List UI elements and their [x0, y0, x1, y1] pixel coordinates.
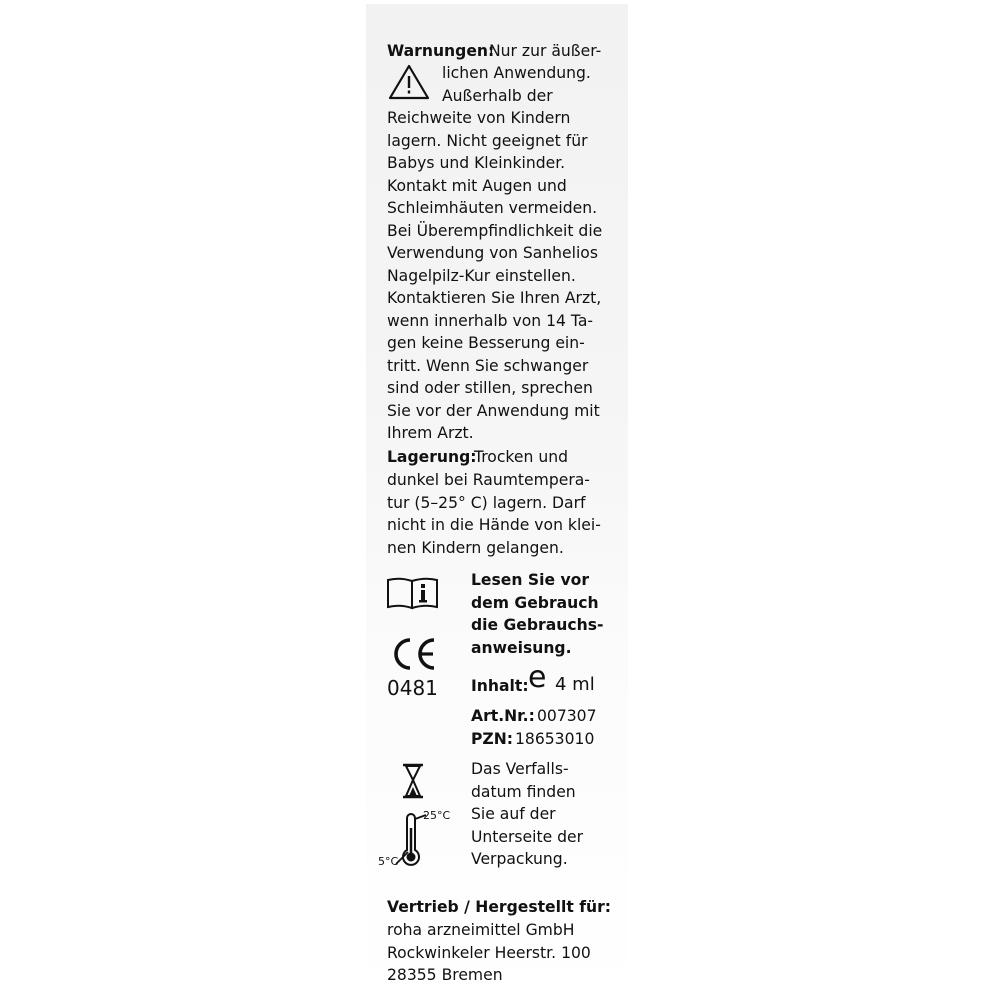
storage-label: Lagerung: — [387, 448, 477, 466]
article-label: Art.Nr.: — [471, 707, 535, 725]
warnings-text-line: sind oder stillen, sprechen — [387, 379, 593, 397]
warnings-text-line: Kontakt mit Augen und — [387, 176, 567, 195]
instructions-text-block — [471, 569, 603, 659]
storage-text-line: nen Kindern gelangen. — [387, 538, 564, 557]
storage-text-block — [387, 469, 601, 559]
ce-mark-icon — [388, 636, 440, 672]
pzn-value: 18653010 — [515, 730, 595, 748]
warnings-text-line: Kontaktieren Sie Ihren Arzt, — [387, 289, 602, 307]
warnings-text-line: Verwendung von Sanhelios — [387, 244, 598, 262]
expiry-text-line: Das Verfalls- — [471, 760, 569, 778]
warnings-text-line: tritt. Wenn Sie schwanger — [387, 356, 589, 375]
expiry-text-line: Verpackung. — [471, 850, 568, 868]
article-value: 007307 — [537, 707, 597, 725]
storage-text-line: tur (5–25° C) lagern. Darf — [387, 493, 586, 512]
temp-max-label: 25°C — [423, 809, 451, 822]
warnings-text-line: wenn innerhalb von 14 Ta- — [387, 311, 594, 330]
distributor-line: roha arzneimittel GmbH — [387, 921, 575, 939]
expiry-text-line: Unterseite der — [471, 827, 584, 846]
expiry-text-line: Sie auf der — [471, 805, 556, 823]
warnings-text-line: lichen Anwendung. — [442, 64, 591, 82]
storage-text-line: dunkel bei Raumtempera- — [387, 471, 590, 489]
instructions-text-line: dem Gebrauch — [471, 593, 599, 612]
warnings-text-block — [387, 107, 602, 445]
warning-triangle-icon — [387, 63, 431, 101]
warnings-text-line: Schleimhäuten vermeiden. — [387, 199, 598, 217]
expiry-text-block — [471, 758, 583, 871]
hourglass-icon — [400, 763, 426, 799]
pzn-label: PZN: — [471, 730, 514, 748]
expiry-text-line: datum finden — [471, 782, 576, 801]
distributor-line: 28355 Bremen — [387, 966, 503, 984]
warnings-text-line: Nagelpilz-Kur einstellen. — [387, 266, 576, 285]
warnings-text-line: lagern. Nicht geeignet für — [387, 131, 588, 150]
read-instructions-icon — [386, 576, 440, 610]
instructions-text-line: Lesen Sie vor — [471, 571, 590, 589]
warnings-text-line: Bei Überempfindlichkeit die — [387, 221, 603, 240]
temp-min-label: 5°C — [378, 855, 399, 868]
content-value: 4 ml — [555, 674, 595, 695]
storage-text-line: Trocken und — [474, 448, 568, 466]
distributor-address — [387, 919, 591, 987]
instructions-text-line: anweisung. — [471, 638, 572, 657]
warnings-text-line: gen keine Besserung ein- — [387, 334, 585, 352]
estimated-sign: e — [528, 660, 547, 695]
instructions-text-line: die Gebrauchs- — [471, 616, 604, 634]
warnings-text-line: Außerhalb der — [442, 87, 553, 105]
warnings-text-line: Ihrem Arzt. — [387, 424, 474, 442]
distributor-line: Rockwinkeler Heerstr. 100 — [387, 943, 591, 962]
warnings-text-line: Reichweite von Kindern — [387, 109, 571, 127]
warnings-text-line: Sie vor der Anwendung mit — [387, 401, 600, 420]
storage-text-line: nicht in die Hände von klei- — [387, 516, 601, 534]
warnings-text-line: Nur zur äußer- — [489, 42, 602, 60]
ce-number: 0481 — [387, 676, 438, 700]
distributor-label: Vertrieb / Hergestellt für: — [387, 898, 612, 916]
content-label: Inhalt: — [471, 677, 529, 695]
warnings-label: Warnungen: — [387, 42, 495, 60]
warnings-text-line: Babys und Kleinkinder. — [387, 154, 566, 172]
